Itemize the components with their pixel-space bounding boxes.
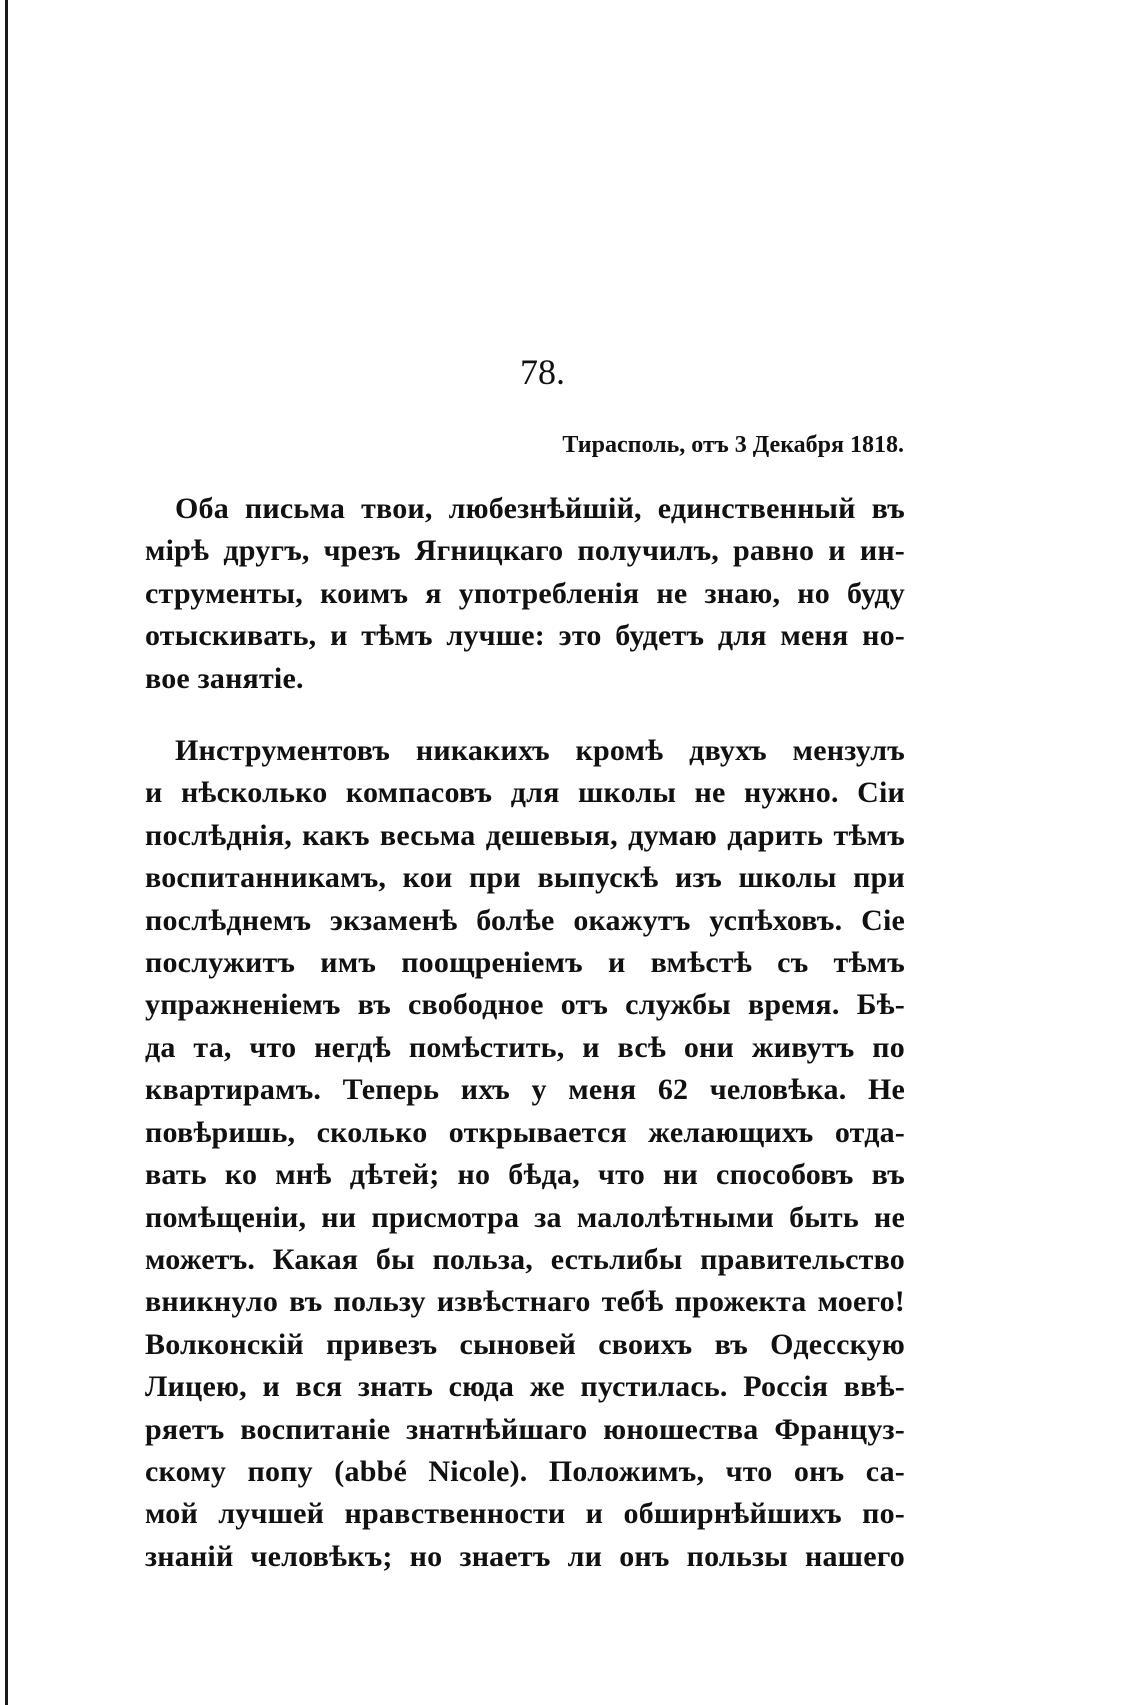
page-number: 78. xyxy=(520,352,565,392)
letter-body xyxy=(145,488,905,1578)
letter-dateline: Тирасполь, отъ 3 Декабря 1818. xyxy=(562,432,904,458)
text-line: Инструментовъ никакихъ кромѣ двухъ мензулъ xyxy=(175,734,905,768)
text-line: помѣщеніи, ни присмотра за малолѣтными быть не xyxy=(145,1200,905,1234)
text-line: мой лучшей нравственности и обширнѣйшихъ по- xyxy=(145,1497,905,1531)
text-line: скому попу (abbé Nicole). Положимъ, что онъ са- xyxy=(145,1454,905,1488)
text-line: послѣднія, какъ весьма дешевыя, думаю дарить тѣмъ xyxy=(145,818,905,852)
text-line: упражненіемъ въ свободное отъ службы время. Бѣ- xyxy=(145,988,905,1022)
text-line: можетъ. Какая бы польза, естьлибы правительство xyxy=(145,1242,905,1276)
page-edge-rule xyxy=(5,0,8,1705)
text-line: повѣришь, сколько открывается желающихъ отда- xyxy=(145,1115,905,1149)
text-line: отыскивать, и тѣмъ лучше: это будетъ для меня но- xyxy=(145,619,905,653)
text-line: ряетъ воспитаніе знатнѣйшаго юношества Француз- xyxy=(145,1412,905,1446)
text-line: вать ко мнѣ дѣтей; но бѣда, что ни способовъ въ xyxy=(145,1158,905,1192)
text-line: мірѣ другъ, чрезъ Ягницкаго получилъ, равно и ин- xyxy=(145,534,905,568)
text-line: Волконскій привезъ сыновей своихъ въ Одесскую xyxy=(145,1327,905,1361)
text-line: послѣднемъ экзаменѣ болѣе окажутъ успѣховъ. Сіе xyxy=(145,903,905,937)
text-line: да та, что негдѣ помѣстить, и всѣ они живутъ по xyxy=(145,1030,905,1064)
text-line: квартирамъ. Теперь ихъ у меня 62 человѣка. Не xyxy=(145,1073,905,1107)
paragraph-1 xyxy=(145,488,905,700)
text-line: Оба письма твои, любезнѣйшій, единственный въ xyxy=(175,492,905,525)
text-line: вникнуло въ пользу извѣстнаго тебѣ прожекта моего! xyxy=(145,1285,905,1319)
text-line: и нѣсколько компасовъ для школы не нужно. Сіи xyxy=(145,776,905,810)
text-line: Лицею, и вся знать сюда же пустилась. Россія ввѣ- xyxy=(145,1370,905,1404)
text-line: вое занятіе. xyxy=(145,661,304,695)
text-line: знаній человѣкъ; но знаетъ ли онъ пользы нашего xyxy=(145,1539,905,1573)
text-line: струменты, коимъ я употребленія не знаю, но буду xyxy=(145,576,905,610)
text-line: воспитанникамъ, кои при выпускѣ изъ школы при xyxy=(145,861,905,895)
text-line: послужитъ имъ поощреніемъ и вмѣстѣ съ тѣмъ xyxy=(145,946,905,980)
paragraph-2 xyxy=(145,730,905,1578)
